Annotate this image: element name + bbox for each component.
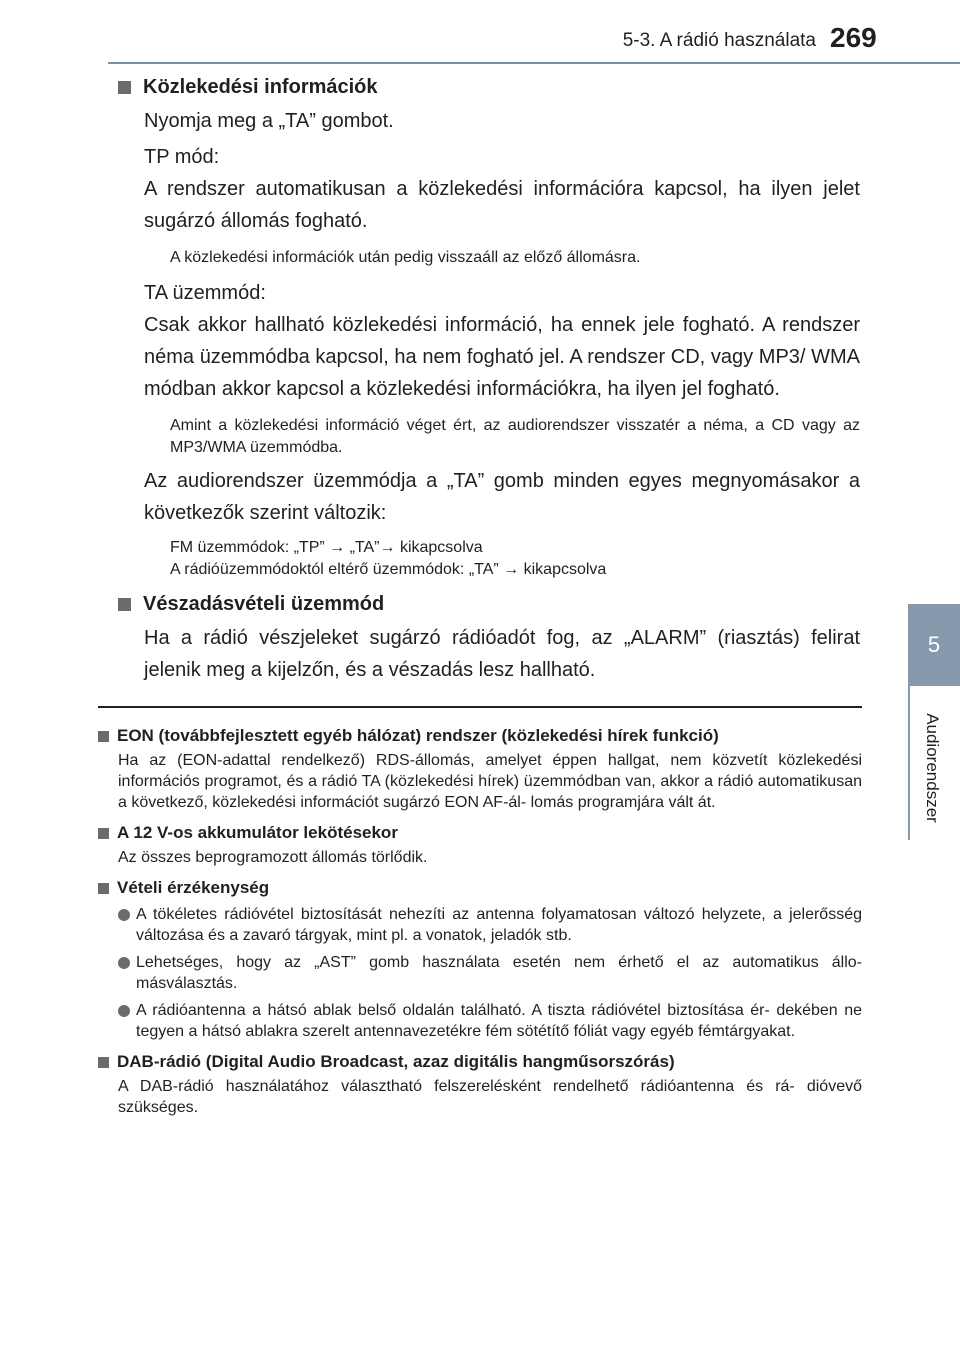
main-content — [118, 76, 860, 686]
square-bullet-icon — [118, 81, 131, 94]
chapter-title: Audiorendszer — [923, 713, 942, 823]
heading-battery — [98, 823, 862, 843]
list-item — [118, 1000, 862, 1042]
dab-text: A DAB-rádió használatához választható felszerelésként rendelhető rádióantenna és rá- dióvevő szükséges. — [118, 1078, 862, 1116]
ta-mode-text: Csak akkor hallható közlekedési információ, ha ennek jele fogható. A rendszer néma üzemmódba kapcsol, ha nem fogható jel. A rendszer CD, vagy MP3/ WMA módban akkor kapcsol a közlekedési információkra, ha ilyen jel fogható. — [144, 314, 860, 400]
notes-section — [98, 718, 862, 1118]
circle-bullet-icon — [118, 1005, 130, 1017]
traffic-intro: Nyomja meg a „TA” gombot. — [144, 110, 394, 132]
section-title: 5-3. A rádió használata — [622, 30, 816, 51]
heading-eon — [98, 726, 862, 746]
square-bullet-icon — [98, 828, 109, 839]
page-number: 269 — [830, 22, 877, 53]
square-bullet-icon — [98, 731, 109, 742]
heading-emergency-text: Vészadásvételi üzemmód — [143, 593, 385, 615]
heading-eon-text: EON (továbbfejlesztett egyéb hálózat) rendszer (közlekedési hírek funkció) — [117, 726, 719, 745]
cycle-text: Az audiorendszer üzemmódja a „TA” gomb minden egyes megnyomásakor a következők szerint változik: — [144, 470, 860, 524]
tp-mode-text: A rendszer automatikusan a közlekedési információra kapcsol, ha ilyen jelet sugárzó állomás fogható. — [144, 178, 860, 232]
chapter-tab-line — [908, 686, 910, 840]
heading-dab-text: DAB-rádió (Digital Audio Broadcast, azaz digitális hangműsorszórás) — [117, 1052, 675, 1071]
heading-traffic — [118, 76, 860, 99]
square-bullet-icon — [98, 1057, 109, 1068]
emergency-text: Ha a rádió vészjeleket sugárzó rádióadót fog, az „ALARM” (riasztás) felirat jelenik meg a kijelzőn, és a vészadás lesz hallható. — [144, 627, 860, 681]
bullet-text: A tökéletes rádióvétel biztosítását nehezíti az antenna folyamatosan változó helyzete, a jelerősség változása és a zavaró tárgyak, mint pl. a vonatok, jeladók stb. — [136, 906, 862, 944]
tp-note: A közlekedési információk után pedig visszaáll az előző állomásra. — [170, 249, 641, 266]
heading-sensitivity — [98, 878, 862, 898]
list-item — [118, 952, 862, 994]
chapter-tab-number: 5 — [908, 604, 960, 686]
bullet-text: Lehetséges, hogy az „AST” gomb használata esetén nem érhető el az automatikus állo- másválasztás. — [136, 954, 862, 992]
ta-note: Amint a közlekedési információ véget ért, az audiorendszer visszatér a néma, a CD vagy az MP3/WMA üzemmódba. — [170, 417, 860, 456]
heading-dab — [98, 1052, 862, 1072]
heading-traffic-text: Közlekedési információk — [143, 76, 378, 98]
circle-bullet-icon — [118, 909, 130, 921]
eon-text: Ha az (EON-adattal rendelkező) RDS-állomás, amelyet éppen hallgat, nem közvetít közlekedési információs programot, és a rádió TA (közlekedési hírek) üzemmódban van, akkor a rádió automatikusan a következő, közlekedési információt sugárzó EON AF-ál- lomás programjára vált át. — [118, 752, 862, 811]
ta-mode-label: TA üzemmód: — [144, 282, 266, 304]
cycle-other: A rádióüzemmódoktól eltérő üzemmódok: „TA” → kikapcsolva — [170, 561, 607, 578]
bullet-text: A rádióantenna a hátsó ablak belső oldalán található. A tiszta rádióvétel biztosítása ér- dekében ne tegyen a hátsó ablakra szerelt antennavezetékre fém sötétítő fóliát vagy egyéb fémtárgyakat. — [136, 1002, 862, 1040]
chapter-tab-label — [914, 700, 950, 836]
heading-battery-text: A 12 V-os akkumulátor lekötésekor — [117, 823, 398, 842]
battery-text: Az összes beprogramozott állomás törlődik. — [118, 849, 428, 866]
heading-sensitivity-text: Vételi érzékenység — [117, 878, 270, 897]
tp-mode-label: TP mód: — [144, 146, 220, 168]
cycle-fm: FM üzemmódok: „TP” → „TA”→ kikapcsolva — [170, 539, 483, 556]
square-bullet-icon — [118, 598, 131, 611]
header-rule — [108, 62, 960, 64]
list-item — [118, 904, 862, 946]
section-divider — [98, 706, 862, 708]
circle-bullet-icon — [118, 957, 130, 969]
square-bullet-icon — [98, 883, 109, 894]
heading-emergency — [118, 593, 860, 616]
